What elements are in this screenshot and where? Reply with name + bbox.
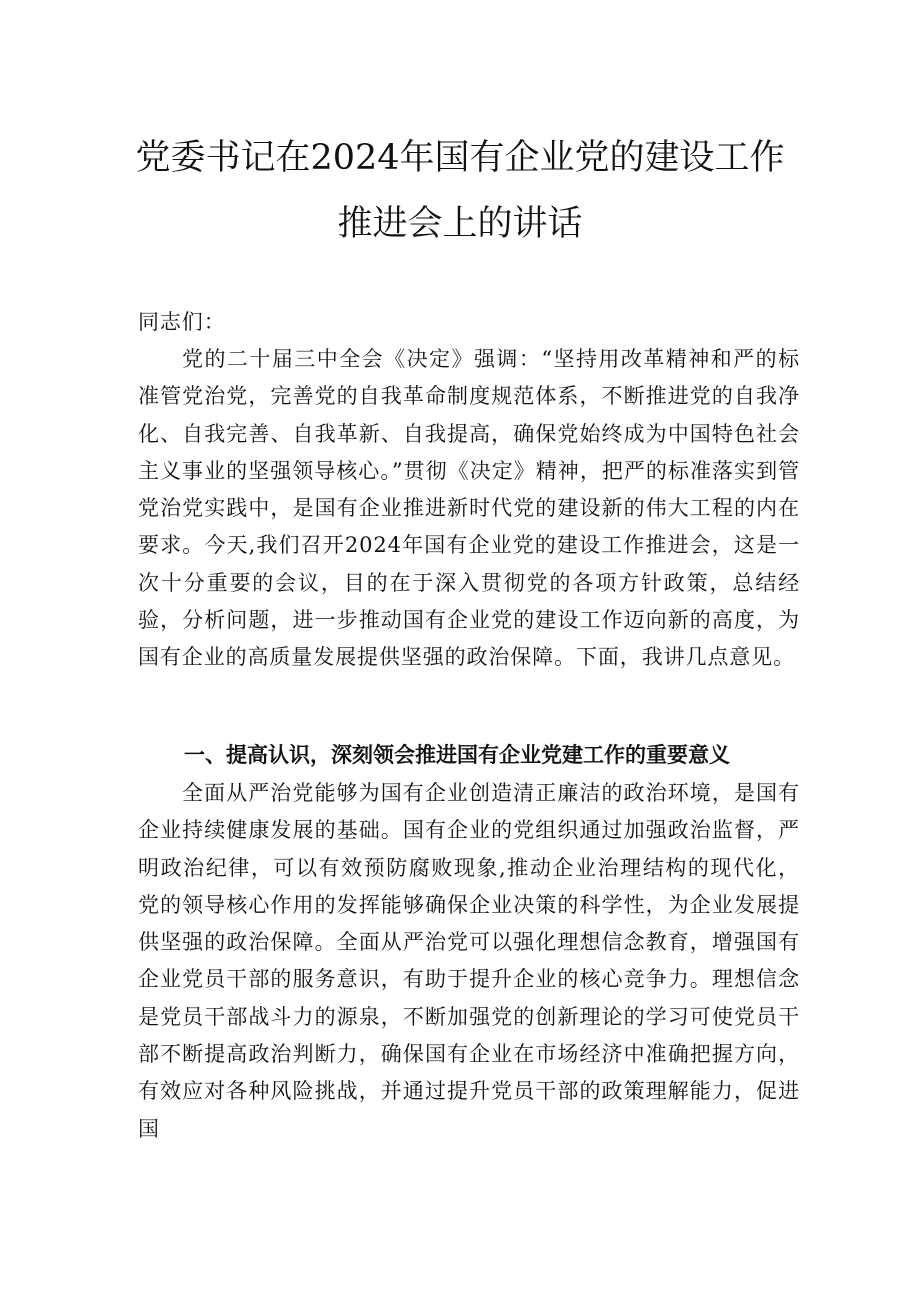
paragraph-intro: 党的二十届三中全会《决定》强调：“坚持用改革精神和严的标准管党治党，完善党的自我革命制度规范体系，不断推进党的自我净化、自我完善、自我革新、自我提高，确保党始终成为中国特色社会主义事业的坚强领导核心。”贯彻《决定》精神，把严的标准落实到管党治党实践中，是国有企业推进新时代党的建设新的伟大工程的内在要求。今天,我们召开2024年国有企业党的建设工作推进会，这是一次十分重要的会议，目的在于深入贯彻党的各项方针政策，总结经验，分析问题，进一步推动国有企业党的建设工作迈向新的高度，为国有企业的高质量发展提供坚强的政治保障。下面，我讲几点意见。 — [138, 347, 800, 670]
document-title-line-1: 党委书记在2024年国有企业党的建设工作 — [135, 138, 785, 178]
paragraph-section-1: 全面从严治党能够为国有企业创造清正廉洁的政治环境，是国有企业持续健康发展的基础。国有企业的党组织通过加强政治监督，严明政治纪律，可以有效预防腐败现象,推动企业治理结构的现代化，党的领导核心作用的发挥能够确保企业决策的科学性，为企业发展提供坚强的政治保障。全面从严治党可以强化理想信念教育，增强国有企业党员干部的服务意识，有助于提升企业的核心竞争力。理想信念是党员干部战斗力的源泉，不断加强党的创新理论的学习可使党员干部不断提高政治判断力，确保国有企业在市场经济中准确把握方向，有效应对各种风险挑战，并通过提升党员干部的政策理解能力，促进国 — [138, 781, 800, 1141]
salutation: 同志们： — [138, 310, 226, 334]
document-title-line-2: 推进会上的讲话 — [337, 204, 583, 244]
section-heading-1: 一、提高认识，深刻领会推进国有企业党建工作的重要意义 — [184, 743, 730, 767]
